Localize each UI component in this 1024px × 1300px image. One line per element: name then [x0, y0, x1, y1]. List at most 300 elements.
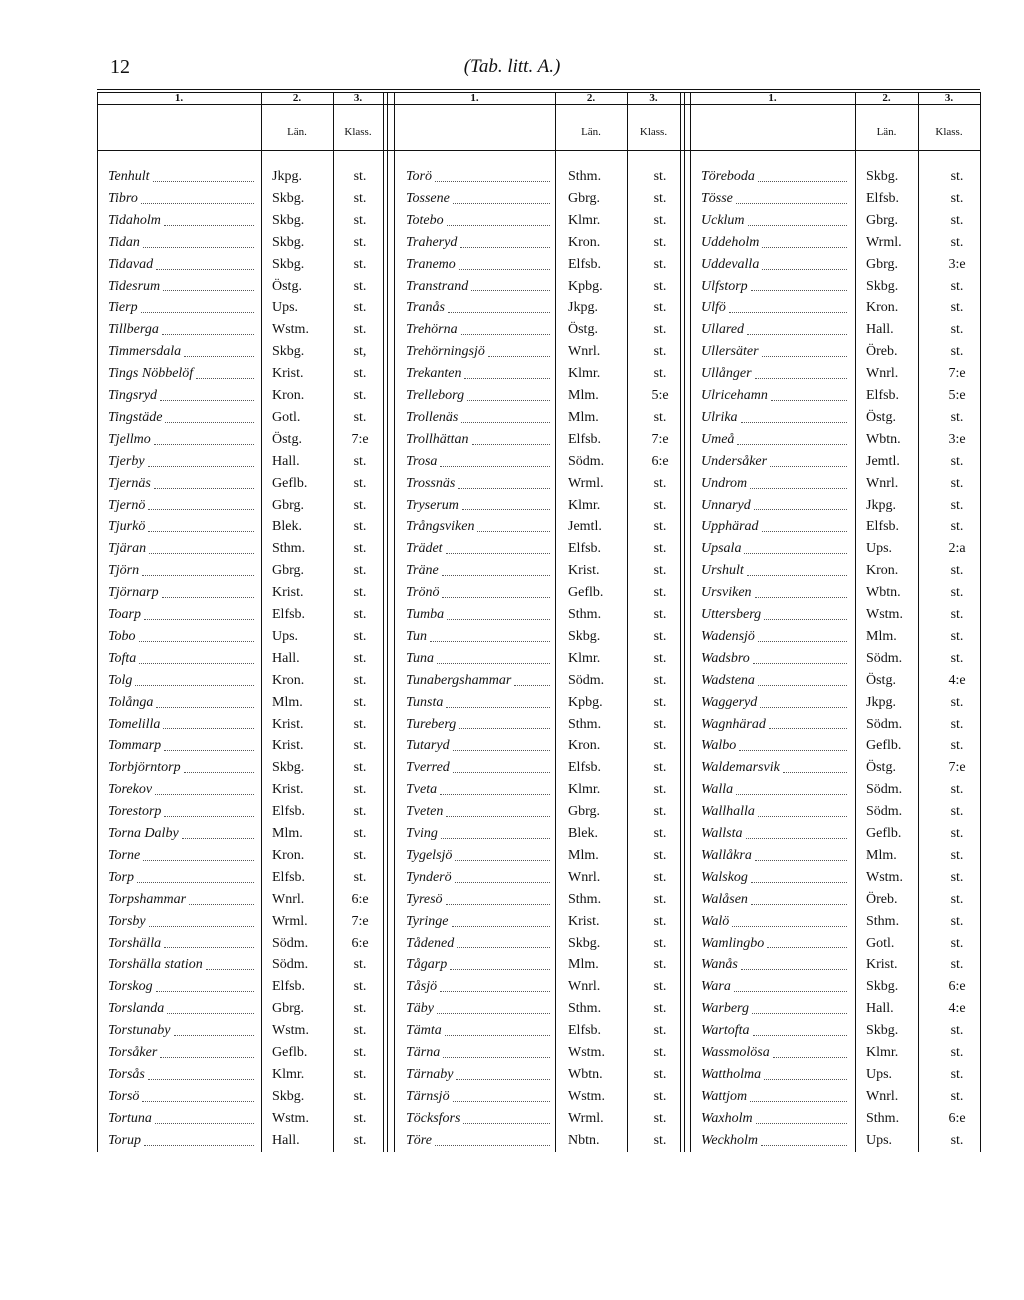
lan-value: Klmr.: [568, 782, 601, 798]
klass-value: st.: [353, 716, 367, 732]
dot-leader: [453, 1086, 550, 1102]
column-number-lan: 2.: [586, 92, 596, 104]
station-name: [406, 998, 552, 1020]
station-name-text: Torsö: [108, 1088, 140, 1104]
klass-value: st.: [653, 1088, 667, 1104]
dot-leader: [755, 845, 847, 861]
klass-value: st.: [353, 804, 367, 820]
header-num-rule: [97, 104, 980, 105]
klass-value: st.: [950, 169, 964, 184]
station-name-text: Uddevalla: [701, 256, 760, 272]
station-name-text: Torsås: [108, 1066, 145, 1082]
dot-leader: [773, 1042, 847, 1058]
klass-value: st.: [950, 585, 964, 601]
station-name: [701, 998, 849, 1020]
dot-leader: [737, 429, 847, 445]
station-name-text: Torsåker: [108, 1045, 158, 1060]
klass-value: st.: [653, 497, 667, 513]
station-name: [701, 714, 849, 736]
lan-value: Sthm.: [568, 607, 602, 622]
table-row: [0, 451, 1024, 473]
klass-value: st.: [950, 475, 964, 491]
station-name: [406, 188, 552, 210]
klass-value: st.: [353, 672, 367, 688]
table-row: [0, 823, 1024, 845]
station-name: [406, 823, 552, 845]
station-name-text: Trehörna: [406, 322, 458, 338]
station-name-text: Ullersäter: [701, 344, 759, 360]
station-name-text: Torsby: [108, 913, 146, 929]
lan-value: Södm.: [866, 716, 903, 732]
dot-leader: [162, 582, 254, 598]
station-name: [108, 516, 256, 538]
station-name: [406, 341, 552, 363]
lan-value: Skbg.: [866, 979, 899, 995]
column-number-klass: 3.: [944, 92, 954, 104]
station-name: [108, 1020, 256, 1042]
dot-leader: [446, 801, 550, 817]
klass-value: 7:e: [948, 760, 966, 776]
dot-leader: [760, 692, 847, 708]
lan-value: Skbg.: [272, 256, 305, 272]
lan-value: Östg.: [272, 278, 302, 294]
station-name-text: Trekanten: [406, 366, 462, 382]
station-name: [406, 538, 552, 560]
lan-value: Mlm.: [568, 847, 599, 863]
klass-value: st.: [653, 322, 667, 338]
dot-leader: [739, 735, 847, 751]
station-name: [108, 692, 256, 714]
station-name-text: Tingsryd: [108, 388, 158, 403]
dot-leader: [440, 976, 550, 992]
table-row: [0, 582, 1024, 604]
station-name-text: Trädet: [406, 541, 443, 557]
dot-leader: [764, 1064, 847, 1080]
column-number-klass: 3.: [649, 92, 658, 104]
lan-value: Gbrg.: [272, 563, 305, 579]
station-name-text: Tjurkö: [108, 519, 146, 535]
klass-value: st.: [950, 847, 964, 863]
dot-leader: [164, 735, 254, 751]
lan-value: Gbrg.: [568, 804, 601, 820]
klass-value: st.: [353, 1023, 367, 1039]
station-name-text: Tärna: [406, 1045, 441, 1060]
station-name-text: Tranås: [406, 300, 445, 316]
station-name: [108, 363, 256, 385]
station-name-text: Weckholm: [701, 1132, 759, 1148]
station-name: [701, 757, 849, 779]
klass-value: st.: [950, 957, 964, 973]
dot-leader: [443, 1042, 550, 1058]
klass-value: st.: [653, 607, 667, 622]
station-name: [406, 911, 552, 933]
station-name-text: Tjerby: [108, 453, 145, 469]
station-name: [701, 867, 849, 889]
dot-leader: [450, 954, 550, 970]
station-name: [701, 670, 849, 692]
klass-value: st.: [653, 804, 667, 820]
station-name-text: Tuna: [406, 650, 435, 666]
dot-leader: [457, 933, 550, 949]
station-name-text: Torestorp: [108, 804, 162, 820]
klass-value: st.: [653, 344, 667, 360]
station-name: [108, 319, 256, 341]
table-row: [0, 429, 1024, 451]
dot-leader: [461, 319, 550, 335]
dot-leader: [770, 451, 847, 467]
dot-leader: [463, 1108, 550, 1124]
table-row: [0, 604, 1024, 626]
lan-value: Skbg.: [568, 935, 601, 951]
station-name-text: Trossnäs: [406, 475, 456, 491]
station-name-text: Ulrika: [701, 409, 738, 425]
dot-leader: [472, 429, 550, 445]
station-name: [701, 1108, 849, 1130]
lan-value: Hall.: [866, 1001, 894, 1017]
dot-leader: [767, 933, 847, 949]
lan-value: Gbrg.: [272, 497, 305, 513]
klass-value: st.: [653, 979, 667, 995]
dot-leader: [764, 604, 847, 620]
dot-leader: [154, 429, 254, 445]
dot-leader: [751, 276, 847, 292]
dot-leader: [135, 670, 254, 686]
dot-leader: [459, 254, 550, 270]
klass-value: st.: [353, 738, 367, 754]
station-name-text: Toarp: [108, 607, 141, 622]
klass-value: st.: [653, 694, 667, 710]
station-name: [701, 779, 849, 801]
dot-leader: [750, 1086, 847, 1102]
klass-value: st.: [950, 212, 964, 228]
station-name: [701, 582, 849, 604]
station-name-text: Ullånger: [701, 366, 752, 382]
dot-leader: [149, 538, 254, 554]
station-name-text: Torbjörntorp: [108, 760, 181, 776]
lan-value: Södm.: [866, 650, 903, 666]
lan-value: Wstm.: [866, 869, 903, 885]
station-name: [108, 429, 256, 451]
dot-leader: [741, 407, 847, 423]
dot-leader: [162, 319, 254, 335]
station-name-text: Tjörnarp: [108, 585, 159, 601]
station-name: [701, 823, 849, 845]
dot-leader: [453, 735, 550, 751]
station-name: [701, 560, 849, 582]
column-label-klass: Klass.: [639, 126, 668, 138]
klass-value: st.: [353, 760, 367, 776]
station-name-text: Torpshammar: [108, 891, 187, 907]
station-name-text: Wassmolösa: [701, 1045, 770, 1060]
lan-value: Wstm.: [568, 1088, 605, 1104]
station-name-text: Walbo: [701, 738, 737, 754]
station-name-text: Tjernäs: [108, 475, 151, 491]
column-label-lan: Län.: [876, 126, 897, 138]
lan-value: Kron.: [568, 738, 601, 754]
table-row: [0, 495, 1024, 517]
klass-value: 2:a: [948, 541, 966, 557]
klass-value: 4:e: [948, 672, 966, 688]
station-name-text: Tunsta: [406, 694, 444, 710]
dot-leader: [761, 1130, 847, 1146]
klass-value: st.: [950, 1045, 964, 1060]
lan-value: Sthm.: [272, 541, 306, 557]
station-name: [108, 188, 256, 210]
station-name: [701, 911, 849, 933]
klass-value: st.: [353, 826, 367, 841]
lan-value: Wrml.: [568, 475, 604, 491]
dot-leader: [460, 232, 550, 248]
station-name-text: Töcksfors: [406, 1110, 461, 1126]
station-name-text: Tidavad: [108, 256, 154, 272]
klass-value: st.: [653, 847, 667, 863]
table-row: [0, 1108, 1024, 1130]
klass-value: st.: [353, 694, 367, 710]
klass-value: st.: [950, 300, 964, 316]
station-name-text: Töre: [406, 1132, 432, 1148]
klass-value: st.: [950, 694, 964, 710]
station-name: [701, 889, 849, 911]
lan-value: Geflb.: [866, 826, 902, 841]
klass-value: st.: [653, 760, 667, 776]
station-name: [406, 451, 552, 473]
station-name-text: Torp: [108, 869, 134, 885]
dot-leader: [153, 166, 255, 182]
lan-value: Ups.: [272, 628, 299, 644]
lan-value: Östg.: [866, 409, 896, 425]
dot-leader: [164, 933, 254, 949]
station-name-text: Upphärad: [701, 519, 759, 535]
klass-value: st.: [653, 782, 667, 798]
station-name: [108, 604, 256, 626]
lan-value: Ups.: [866, 1132, 893, 1148]
lan-value: Klmr.: [568, 497, 601, 513]
klass-value: st.: [653, 541, 667, 557]
station-name-text: Waggeryd: [701, 694, 758, 710]
dot-leader: [189, 889, 254, 905]
dot-leader: [732, 911, 847, 927]
station-name-text: Torna Dalby: [108, 826, 179, 841]
dot-leader: [447, 210, 550, 226]
station-name-text: Tun: [406, 628, 428, 644]
station-name: [701, 210, 849, 232]
station-name: [701, 648, 849, 670]
station-name-text: Tjernö: [108, 497, 146, 513]
dot-leader: [149, 911, 254, 927]
dot-leader: [139, 648, 254, 664]
klass-value: st.: [950, 322, 964, 338]
lan-value: Krist.: [272, 585, 304, 601]
table-row: [0, 1042, 1024, 1064]
lan-value: Kron.: [272, 388, 305, 403]
lan-value: Hall.: [272, 453, 300, 469]
station-name-text: Tynderö: [406, 869, 452, 885]
lan-value: Wstm.: [272, 1110, 309, 1126]
station-name: [406, 1108, 552, 1130]
lan-value: Södm.: [272, 935, 309, 951]
dot-leader: [182, 823, 254, 839]
dot-leader: [142, 560, 254, 576]
station-name-text: Tommarp: [108, 738, 162, 754]
table-row: [0, 670, 1024, 692]
klass-value: st.: [353, 1066, 367, 1082]
station-name-text: Tryserum: [406, 497, 459, 513]
station-name-text: Torne: [108, 847, 141, 863]
klass-value: st.: [950, 563, 964, 579]
station-name: [108, 451, 256, 473]
lan-value: Sthm.: [568, 716, 602, 732]
dot-leader: [447, 604, 550, 620]
lan-value: Mlm.: [272, 826, 303, 841]
dot-leader: [184, 757, 254, 773]
dot-leader: [144, 1130, 254, 1146]
station-name: [406, 889, 552, 911]
station-name-text: Torskog: [108, 979, 153, 995]
table-row: [0, 363, 1024, 385]
klass-value: st.: [653, 935, 667, 951]
dot-leader: [437, 648, 550, 664]
klass-value: 7:e: [351, 913, 369, 929]
klass-value: st.: [950, 716, 964, 732]
dot-leader: [762, 341, 847, 357]
lan-value: Skbg.: [272, 760, 305, 776]
dot-leader: [184, 341, 254, 357]
station-name-text: Tjellmo: [108, 431, 151, 447]
station-name: [701, 801, 849, 823]
dot-leader: [461, 407, 550, 423]
table-row: [0, 735, 1024, 757]
lan-value: Skbg.: [866, 1023, 899, 1039]
station-name: [701, 385, 849, 407]
station-name: [108, 889, 256, 911]
station-name-text: Wadsbro: [701, 650, 750, 666]
station-name: [108, 954, 256, 976]
station-name-text: Waxholm: [701, 1110, 753, 1126]
station-name: [701, 692, 849, 714]
station-name: [108, 210, 256, 232]
station-name: [406, 1064, 552, 1086]
lan-value: Klmr.: [568, 366, 601, 382]
station-name-text: Tärnsjö: [406, 1088, 450, 1104]
station-name-text: Tämta: [406, 1023, 442, 1039]
station-name-text: Täby: [406, 1001, 434, 1017]
table-row: [0, 254, 1024, 276]
station-name-text: Tumba: [406, 607, 445, 622]
lan-value: Klmr.: [866, 1045, 899, 1060]
dot-leader: [143, 845, 254, 861]
station-name-text: Ulricehamn: [701, 388, 768, 403]
klass-value: st.: [950, 344, 964, 360]
station-name: [406, 429, 552, 451]
lan-value: Krist.: [272, 782, 304, 798]
station-name: [406, 714, 552, 736]
klass-value: st.: [653, 256, 667, 272]
station-name-text: Tidan: [108, 234, 140, 250]
station-name: [406, 1086, 552, 1108]
station-name: [108, 473, 256, 495]
lan-value: Elfsb.: [272, 869, 306, 885]
station-name-text: Tidaholm: [108, 212, 161, 228]
klass-value: st.: [353, 541, 367, 557]
lan-value: Krist.: [568, 913, 600, 929]
lan-value: Wnrl.: [568, 344, 601, 360]
dot-leader: [435, 166, 550, 182]
station-name: [406, 385, 552, 407]
lan-value: Gotl.: [272, 409, 301, 425]
lan-value: Krist.: [272, 738, 304, 754]
table-row: [0, 692, 1024, 714]
klass-value: st.: [950, 497, 964, 513]
station-name: [108, 801, 256, 823]
station-name-text: Tomelilla: [108, 716, 161, 732]
dot-leader: [174, 1020, 254, 1036]
klass-value: st.: [353, 322, 367, 338]
klass-value: st.: [653, 1132, 667, 1148]
station-name: [701, 516, 849, 538]
station-name-text: Wallhalla: [701, 804, 755, 820]
station-name-text: Tolånga: [108, 694, 154, 710]
dot-leader: [762, 516, 847, 532]
klass-value: st.: [950, 913, 964, 929]
dot-leader: [758, 166, 847, 182]
klass-value: st.: [950, 278, 964, 294]
dot-leader: [756, 1108, 847, 1124]
station-name: [701, 495, 849, 517]
klass-value: st.: [653, 1023, 667, 1039]
klass-value: st.: [353, 1045, 367, 1060]
lan-value: Mlm.: [568, 409, 599, 425]
station-name: [406, 516, 552, 538]
station-name: [406, 582, 552, 604]
klass-value: st.: [653, 1001, 667, 1017]
klass-value: st.: [353, 366, 367, 382]
klass-value: 4:e: [948, 1001, 966, 1017]
klass-value: st.: [950, 409, 964, 425]
station-name-text: Trollhättan: [406, 431, 469, 447]
station-name-text: Walåsen: [701, 891, 748, 907]
station-name: [108, 911, 256, 933]
station-name-text: Trehörningsjö: [406, 344, 485, 360]
top-rule: [97, 89, 980, 90]
lan-value: Kpbg.: [568, 694, 603, 710]
klass-value: st.: [653, 826, 667, 841]
lan-value: Södm.: [866, 804, 903, 820]
station-name-text: Wanås: [701, 957, 738, 973]
lan-value: Gotl.: [866, 935, 895, 951]
dot-leader: [155, 1108, 254, 1124]
klass-value: st.: [353, 256, 367, 272]
klass-value: 3:e: [948, 256, 966, 272]
klass-value: st.: [950, 628, 964, 644]
klass-value: st.: [950, 1066, 964, 1082]
dot-leader: [758, 670, 847, 686]
lan-value: Kron.: [866, 563, 899, 579]
station-name: [406, 801, 552, 823]
station-name-text: Tverred: [406, 760, 450, 776]
lan-value: Mlm.: [866, 847, 897, 863]
station-name: [701, 845, 849, 867]
dot-leader: [464, 363, 550, 379]
station-name: [108, 648, 256, 670]
station-name: [406, 933, 552, 955]
dot-leader: [755, 582, 847, 598]
station-name: [701, 232, 849, 254]
klass-value: 6:e: [948, 1110, 966, 1126]
dot-leader: [156, 976, 254, 992]
station-name-text: Wattholma: [701, 1066, 762, 1082]
dot-leader: [744, 538, 847, 554]
column-number-name: 1.: [768, 92, 777, 104]
